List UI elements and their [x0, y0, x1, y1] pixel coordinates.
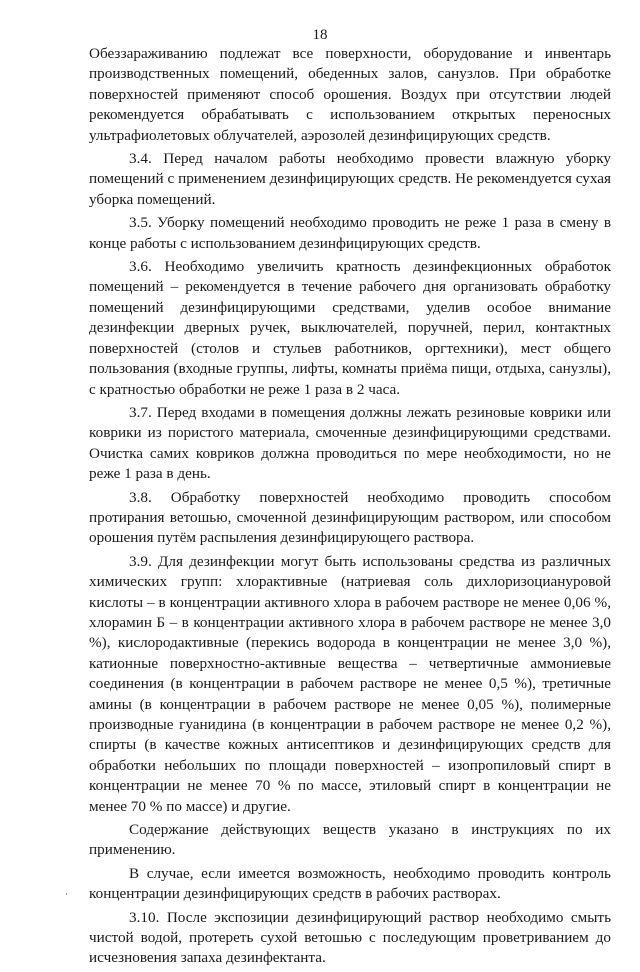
- paragraph-3-8: 3.8. Обработку поверхностей необходимо проводить способом протирания ветошью, смоченной дезинфицирующим раствором, или способом орошения путём распыления дезинфицирующего раствора.: [89, 488, 611, 547]
- paragraph-disinfection-scope: Обеззараживанию подлежат все поверхности, оборудование и инвентарь производственных помещений, обеденных залов, санузлов. При обработке поверхностей применяют способ орошения. Воздух при отсутствии людей рекомендуется обрабатывать с использованием открытых переносных ультрафиолетовых облучателей, аэрозолей дезинфицирующих средств.: [89, 45, 611, 144]
- paragraph-active-substances: Содержание действующих веществ указано в инструкциях по их применению.: [89, 821, 611, 859]
- paragraph-3-9: 3.9. Для дезинфекции могут быть использованы средства из различных химических групп: хлорактивные (натриевая соль дихлоризоциануровой кислоты – в концентрации активного хлора в рабочем растворе не менее 0,06 %, хлорамин Б – в концентрации активного хлора в рабочем растворе не менее 3,0 %), кислородактивные (перекись водорода в концентрации не менее 3,0 %), катионные поверхностно-активные вещества – четвертичные аммониевые соединения (в концентрации в рабочем растворе не менее 0,5 %), третичные амины (в концентрации в рабочем растворе не менее 0,05 %), полимерные производные гуанидина (в концентрации в рабочем растворе не менее 0,2 %), спирты (в качестве кожных антисептиков и дезинфицирующих средств для обработки небольших по площади поверхностей – изопропиловый спирт в концентрации не менее 70 % по массе, этиловый спирт в концентрации не менее 70 % по массе) и другие.: [89, 552, 611, 815]
- paragraph-3-10: 3.10. После экспозиции дезинфицирующий раствор необходимо смыть чистой водой, протереть сухой ветошью с последующим проветриванием до исчезновения запаха дезинфектанта.: [89, 908, 611, 967]
- scan-artifact: [66, 893, 67, 895]
- paragraph-concentration-control: В случае, если имеется возможность, необходимо проводить контроль концентрации дезинфицирующих средств в рабочих растворах.: [89, 864, 611, 903]
- paragraph-3-4: 3.4. Перед началом работы необходимо провести влажную уборку помещений с применением дезинфицирующих средств. Не рекомендуется сухая уборка помещений.: [89, 150, 611, 208]
- paragraph-3-5: 3.5. Уборку помещений необходимо проводить не реже 1 раза в смену в конце работы с использованием дезинфицирующих средств.: [89, 214, 611, 252]
- paragraph-3-6: 3.6. Необходимо увеличить кратность дезинфекционных обработок помещений – рекомендуется в течение рабочего дня организовать обработку помещений дезинфицирующими средствами, уделив особое внимание дезинфекции дверных ручек, выключателей, поручней, перил, контактных поверхностей (столов и стульев работников, оргтехники), мест общего пользования (входные группы, лифты, комнаты приёма пищи, отдыха, санузлы), с кратностью обработки не реже 1 раза в 2 часа.: [89, 258, 611, 398]
- document-body: [89, 44, 611, 972]
- page-number: 18: [312, 27, 328, 43]
- paragraph-3-7: 3.7. Перед входами в помещения должны лежать резиновые коврики или коврики из пористого материала, смоченные дезинфицирующими средствами. Очистка самих ковриков должна проводиться по мере необходимости, но не реже 1 раза в день.: [89, 403, 611, 483]
